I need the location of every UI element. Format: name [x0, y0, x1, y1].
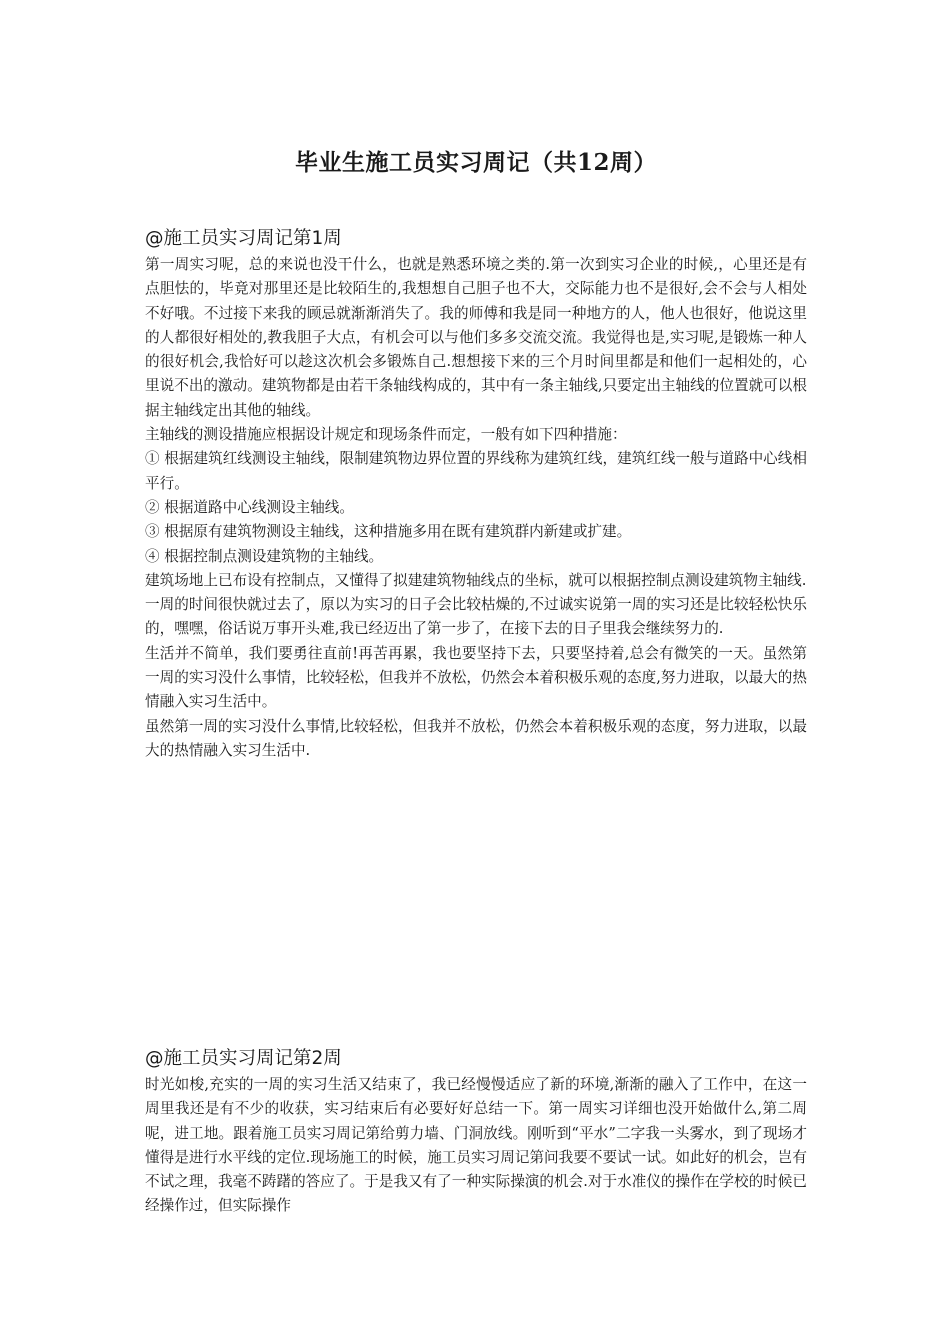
- week-1-list-item: ③ 根据原有建筑物测设主轴线，这种措施多用在既有建筑群内新建或扩建。: [145, 523, 632, 541]
- week-1-section: [145, 225, 807, 763]
- week-2-paragraph: 时光如梭,充实的一周的实习生活又结束了，我已经慢慢适应了新的环境,渐渐的融入了工作中，在这一周里我还是有不少的收获，实习结束后有必要好好总结一下。第一周实习详细也没开始做什么,第二周呢，进工地。跟着施工员实习周记第给剪力墙、门洞放线。刚听到“平水”二字我一头雾水，到了现场才懂得是进行水平线的定位.现场施工的时候，施工员实习周记第问我要不要试一试。如此好的机会，岂有不试之理，我毫不踌躇的答应了。于是我又有了一种实际操演的机会.对于水准仪的操作在学校的时候已经操作过，但实际操作: [145, 1076, 807, 1215]
- week-1-list-item: ② 根据道路中心线测设主轴线。: [145, 498, 354, 516]
- week-1-paragraph: 第一周实习呢，总的来说也没干什么，也就是熟悉环境之类的.第一次到实习企业的时候,，心里还是有点胆怯的，毕竟对那里还是比较陌生的,我想想自己胆子也不大，交际能力也不是很好,会不会与人相处不好哦。不过接下来我的顾忌就渐渐消失了。我的师傅和我是同一种地方的人，他人也很好，他说这里的人都很好相处的,教我胆子大点，有机会可以与他们多多交流交流。我觉得也是,实习呢,是锻炼一种人的很好机会,我恰好可以趁这次机会多锻炼自己.想想接下来的三个月时间里都是和他们一起相处的，心里说不出的激动。建筑物都是由若干条轴线构成的，其中有一条主轴线,只要定出主轴线的位置就可以根据主轴线定出其他的轴线。: [145, 256, 807, 419]
- week-1-heading: @施工员实习周记第1周: [145, 228, 342, 249]
- week-2-heading: @施工员实习周记第2周: [145, 1048, 342, 1069]
- week-2-section: [145, 1045, 807, 1219]
- document-title: 毕业生施工员实习周记（共12周）: [294, 149, 657, 177]
- week-1-paragraph: 生活并不简单，我们要勇往直前!再苦再累，我也要坚持下去，只要坚持着,总会有微笑的一天。虽然第一周的实习没什么事情，比较轻松，但我并不放松，仍然会本着积极乐观的态度,努力进取，以最大的热情融入实习生活中。: [145, 644, 807, 711]
- week-1-list-item: ① 根据建筑红线测设主轴线，限制建筑物边界位置的界线称为建筑红线，建筑红线一般与道路中心线相平行。: [145, 450, 807, 492]
- week-1-paragraph: 虽然第一周的实习没什么事情,比较轻松，但我并不放松，仍然会本着积极乐观的态度，努力进取，以最大的热情融入实习生活中.: [145, 717, 807, 759]
- week-1-paragraph: 主轴线的测设措施应根据设计规定和现场条件而定，一般有如下四种措施：: [145, 426, 627, 444]
- week-1-paragraph: 建筑场地上已布设有控制点，又懂得了拟建建筑物轴线点的坐标，就可以根据控制点测设建筑物主轴线.: [145, 571, 807, 589]
- week-1-paragraph: 一周的时间很快就过去了，原以为实习的日子会比较枯燥的,不过诚实说第一周的实习还是比较轻松快乐的，嘿嘿，俗话说万事开头难,我已经迈出了第一步了，在接下去的日子里我会继续努力的.: [145, 596, 807, 638]
- week-1-list-item: ④ 根据控制点测设建筑物的主轴线。: [145, 547, 384, 565]
